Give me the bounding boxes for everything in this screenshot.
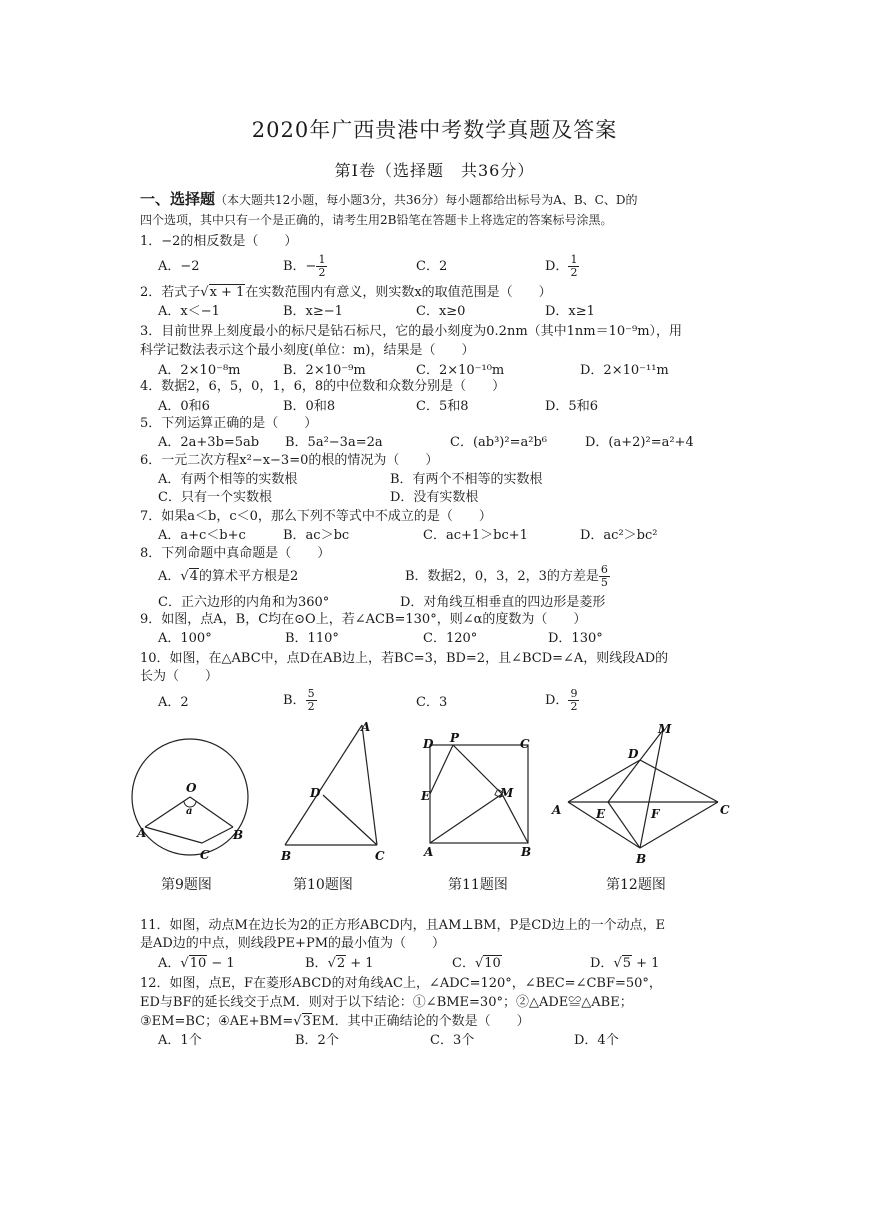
q5-option-b: B．5a²−3a=2a [285, 435, 383, 450]
q11-option-a-label: A． [158, 956, 181, 971]
fig10-label-d: D [310, 786, 321, 800]
figure-12-rhombus-diagram [548, 718, 738, 868]
q11-option-d-label: D． [590, 956, 614, 971]
q11-option-b-radicand: 2 [336, 956, 346, 971]
q8-option-b [405, 564, 610, 589]
q1-option-d [545, 254, 579, 279]
q11-option-d: D．√5 + 1 [590, 956, 660, 971]
q2-stem: 2．若式子√x + 1在实数范围内有意义，则实数x的取值范围是（ ） [140, 285, 552, 300]
fig9-label-b: B [233, 828, 244, 842]
q12-option-d: D．4个 [574, 1033, 619, 1048]
q8-option-a: A．√4的算术平方根是2 [158, 569, 299, 584]
q10-option-b [283, 688, 317, 713]
q12-stem-3-post: EM．其中正确结论的个数是（ ） [311, 1014, 530, 1029]
q2-option-c: C．x≥0 [416, 304, 466, 319]
q9-option-b: B．110° [285, 631, 339, 646]
q12-stem-1: 12．如图，点E，F在菱形ABCD的对角线AC上，∠ADC=120°，∠BEC=∠CBF=50°， [140, 976, 662, 991]
q4-option-a: A．0和6 [158, 399, 210, 414]
fig12-label-d: D [628, 747, 639, 761]
q11-stem-2: 是AD边的中点，则线段PE+PM的最小值为（ ） [140, 936, 445, 951]
q12-stem-3-pre: ③EM=BC；④AE+BM= [140, 1014, 294, 1029]
q12-option-c: C．3个 [430, 1033, 475, 1048]
q8-stem: 8．下列命题中真命题是（ ） [140, 546, 331, 561]
fraction-denominator: 2 [570, 700, 578, 713]
fig11-label-e: E [421, 789, 431, 803]
fig10-label-a: A [361, 720, 371, 734]
q2-stem-b: 在实数范围内有意义，则实数x的取值范围是（ ） [245, 285, 552, 300]
q3-option-a: A．2×10⁻⁸m [158, 363, 241, 378]
q5-stem: 5．下列运算正确的是（ ） [140, 416, 318, 431]
figure-9-circle-diagram [130, 735, 260, 870]
q11-option-b-text: + 1 [346, 956, 374, 971]
q11-stem-1: 11．如图，动点M在边长为2的正方形ABCD内，且AM⊥BM，P是CD边上的一个动点，E [140, 918, 666, 933]
figure-9-caption: 第9题图 [161, 877, 212, 893]
q1-stem: 1．−2的相反数是（ ） [140, 234, 298, 249]
q5-option-a: A．2a+3b=5ab [158, 435, 260, 450]
q11-option-c-label: C． [452, 956, 475, 971]
q6-option-c: C．只有一个实数根 [158, 490, 272, 505]
fig11-label-p: P [450, 731, 460, 745]
fig11-label-a: A [424, 845, 434, 859]
q10-option-b-label: B． [283, 693, 306, 708]
q3-stem-2: 科学记数法表示这个最小刻度(单位：m)，结果是（ ） [140, 343, 475, 358]
q4-option-d: D．5和6 [545, 399, 598, 414]
q2-option-b: B．x≥−1 [283, 304, 343, 319]
q12-stem-2: ED与BF的延长线交于点M．则对于以下结论：①∠BME=30°；②△ADE≌△ABE； [140, 995, 633, 1010]
q12-option-a: A．1个 [158, 1033, 202, 1048]
q6-option-d: D．没有实数根 [390, 490, 479, 505]
fraction-denominator: 5 [600, 576, 608, 589]
q11-option-a-text: − 1 [207, 956, 235, 971]
fig11-label-m: M [500, 786, 514, 800]
q5-option-c: C．(ab³)²=a²b⁶ [450, 435, 547, 450]
fraction-denominator: 2 [318, 266, 326, 279]
q1-option-b [283, 254, 327, 279]
q1-option-d-label: D． [545, 259, 569, 274]
q2-option-d: D．x≥1 [545, 304, 595, 319]
figure-10-triangle-diagram [275, 715, 395, 870]
q10-option-d-fraction [568, 688, 579, 713]
q7-option-a: A．a+c＜b+c [158, 528, 246, 543]
fig12-label-b: B [636, 852, 647, 866]
q6-stem: 6．一元二次方程x²−x−3=0的根的情况为（ ） [140, 453, 439, 468]
fraction-denominator: 2 [307, 700, 315, 713]
fig11-label-d: D [423, 737, 434, 751]
fig9-label-c: C [200, 848, 210, 862]
q8-option-b-fraction [599, 564, 610, 589]
figure-10-caption: 第10题图 [293, 877, 353, 893]
q3-stem-1: 3．目前世界上刻度最小的标尺是钻石标尺，它的最小刻度为0.2nm（其中1nm＝10⁻⁹m），用 [140, 324, 683, 339]
q7-stem: 7．如果a＜b，c＜0，那么下列不等式中不成立的是（ ） [140, 509, 492, 524]
q10-option-a: A．2 [158, 695, 189, 710]
q7-option-b: B．ac＞bc [283, 528, 350, 543]
q8-option-c: C．正六边形的内角和为360° [158, 595, 330, 610]
fraction-numerator: 1 [570, 253, 578, 266]
part1-heading-line [140, 190, 637, 210]
q4-option-c: C．5和8 [416, 399, 469, 414]
q4-option-b: B．0和8 [283, 399, 336, 414]
fraction-denominator: 2 [570, 266, 578, 279]
q7-option-c: C．ac+1＞bc+1 [423, 528, 528, 543]
q1-option-b-label: B．− [283, 259, 317, 274]
fig12-label-a: A [552, 803, 562, 817]
fig12-label-e: E [596, 807, 606, 821]
q2-radicand: x + 1 [209, 285, 245, 300]
q8-option-a-radicand: 4 [189, 569, 198, 584]
q11-option-d-radicand: 5 [622, 956, 632, 971]
q3-option-c: C．2×10⁻¹⁰m [416, 363, 505, 378]
figure-11-square-diagram [418, 730, 543, 860]
q8-option-b-text: B．数据2，0，3，2，3的方差是 [405, 569, 599, 584]
q8-option-d: D．对角线互相垂直的四边形是菱形 [400, 595, 606, 610]
figure-12-caption: 第12题图 [606, 877, 666, 893]
q11-option-d-text: + 1 [632, 956, 660, 971]
fig12-label-f: F [651, 807, 660, 821]
q10-stem-1: 10．如图，在△ABC中，点D在AB边上，若BC=3，BD=2，且∠BCD=∠A，则线段AD的 [140, 651, 669, 666]
q1-option-c: C．2 [416, 259, 448, 274]
fig10-label-c: C [375, 849, 385, 863]
q1-option-a: A．−2 [158, 259, 200, 274]
q11-option-b: B．√2 + 1 [305, 956, 374, 971]
part1-heading: 一、选择题 [140, 190, 216, 208]
q2-stem-a: 2．若式子 [140, 285, 201, 300]
page-title: 2020年广西贵港中考数学真题及答案 [251, 118, 618, 142]
fraction-numerator: 9 [570, 687, 578, 700]
q10-option-d-label: D． [545, 693, 569, 708]
q12-option-b: B．2个 [295, 1033, 339, 1048]
q3-option-b: B．2×10⁻⁹m [283, 363, 366, 378]
part1-instructions-1: （本大题共12小题，每小题3分，共36分）每小题都给出标号为A、B、C、D的 [215, 193, 638, 207]
q8-option-a-text: 的算术平方根是2 [198, 569, 299, 584]
fig10-label-b: B [281, 849, 292, 863]
q11-option-a-radicand: 10 [189, 956, 207, 971]
q4-stem: 4．数据2，6，5，0，1，6，8的中位数和众数分别是（ ） [140, 379, 506, 394]
part1-instructions-2: 四个选项，其中只有一个是正确的，请考生用2B铅笔在答题卡上将选定的答案标号涂黑。 [140, 213, 613, 227]
q10-option-c: C．3 [416, 695, 448, 710]
q11-option-c-radicand: 10 [484, 956, 501, 971]
q10-stem-2: 长为（ ） [140, 669, 219, 684]
fraction-numerator: 1 [318, 253, 326, 266]
q8-option-a-label: A． [158, 569, 181, 584]
fig9-label-alpha: a [186, 806, 193, 817]
q9-option-a: A．100° [158, 631, 212, 646]
fraction-numerator: 5 [307, 687, 315, 700]
section-title: 第Ⅰ卷（选择题 共36分） [334, 161, 535, 180]
q5-option-d: D．(a+2)²=a²+4 [585, 435, 694, 450]
q7-option-d: D．ac²＞bc² [580, 528, 658, 543]
q9-stem: 9．如图，点A，B，C均在⊙O上，若∠ACB=130°，则∠α的度数为（ ） [140, 612, 587, 627]
fig9-label-o: O [186, 781, 197, 795]
fig11-label-c: C [520, 737, 530, 751]
q11-option-a: A．√10 − 1 [158, 956, 235, 971]
q11-option-c: C．√10 [452, 956, 501, 971]
q12-stem-3-radicand: 3 [302, 1014, 311, 1029]
fig9-label-a: A [137, 826, 147, 840]
q3-option-d: D．2×10⁻¹¹m [580, 363, 669, 378]
fig11-label-b: B [521, 845, 532, 859]
fig12-label-m: M [658, 722, 672, 736]
q1-option-d-fraction [568, 254, 579, 279]
q6-option-a: A．有两个相等的实数根 [158, 472, 298, 487]
figure-11-caption: 第11题图 [448, 877, 508, 893]
fig12-label-c: C [720, 803, 730, 817]
fraction-numerator: 6 [600, 563, 608, 576]
q9-option-d: D．130° [548, 631, 603, 646]
q2-option-a: A．x＜−1 [158, 304, 220, 319]
q6-option-b: B．有两个不相等的实数根 [390, 472, 543, 487]
q10-option-b-fraction [306, 688, 317, 713]
q11-option-b-label: B． [305, 956, 328, 971]
q1-option-b-fraction [316, 254, 327, 279]
q9-option-c: C．120° [423, 631, 478, 646]
q10-option-d [545, 688, 579, 713]
q12-stem-3: ③EM=BC；④AE+BM=√3EM．其中正确结论的个数是（ ） [140, 1014, 530, 1029]
